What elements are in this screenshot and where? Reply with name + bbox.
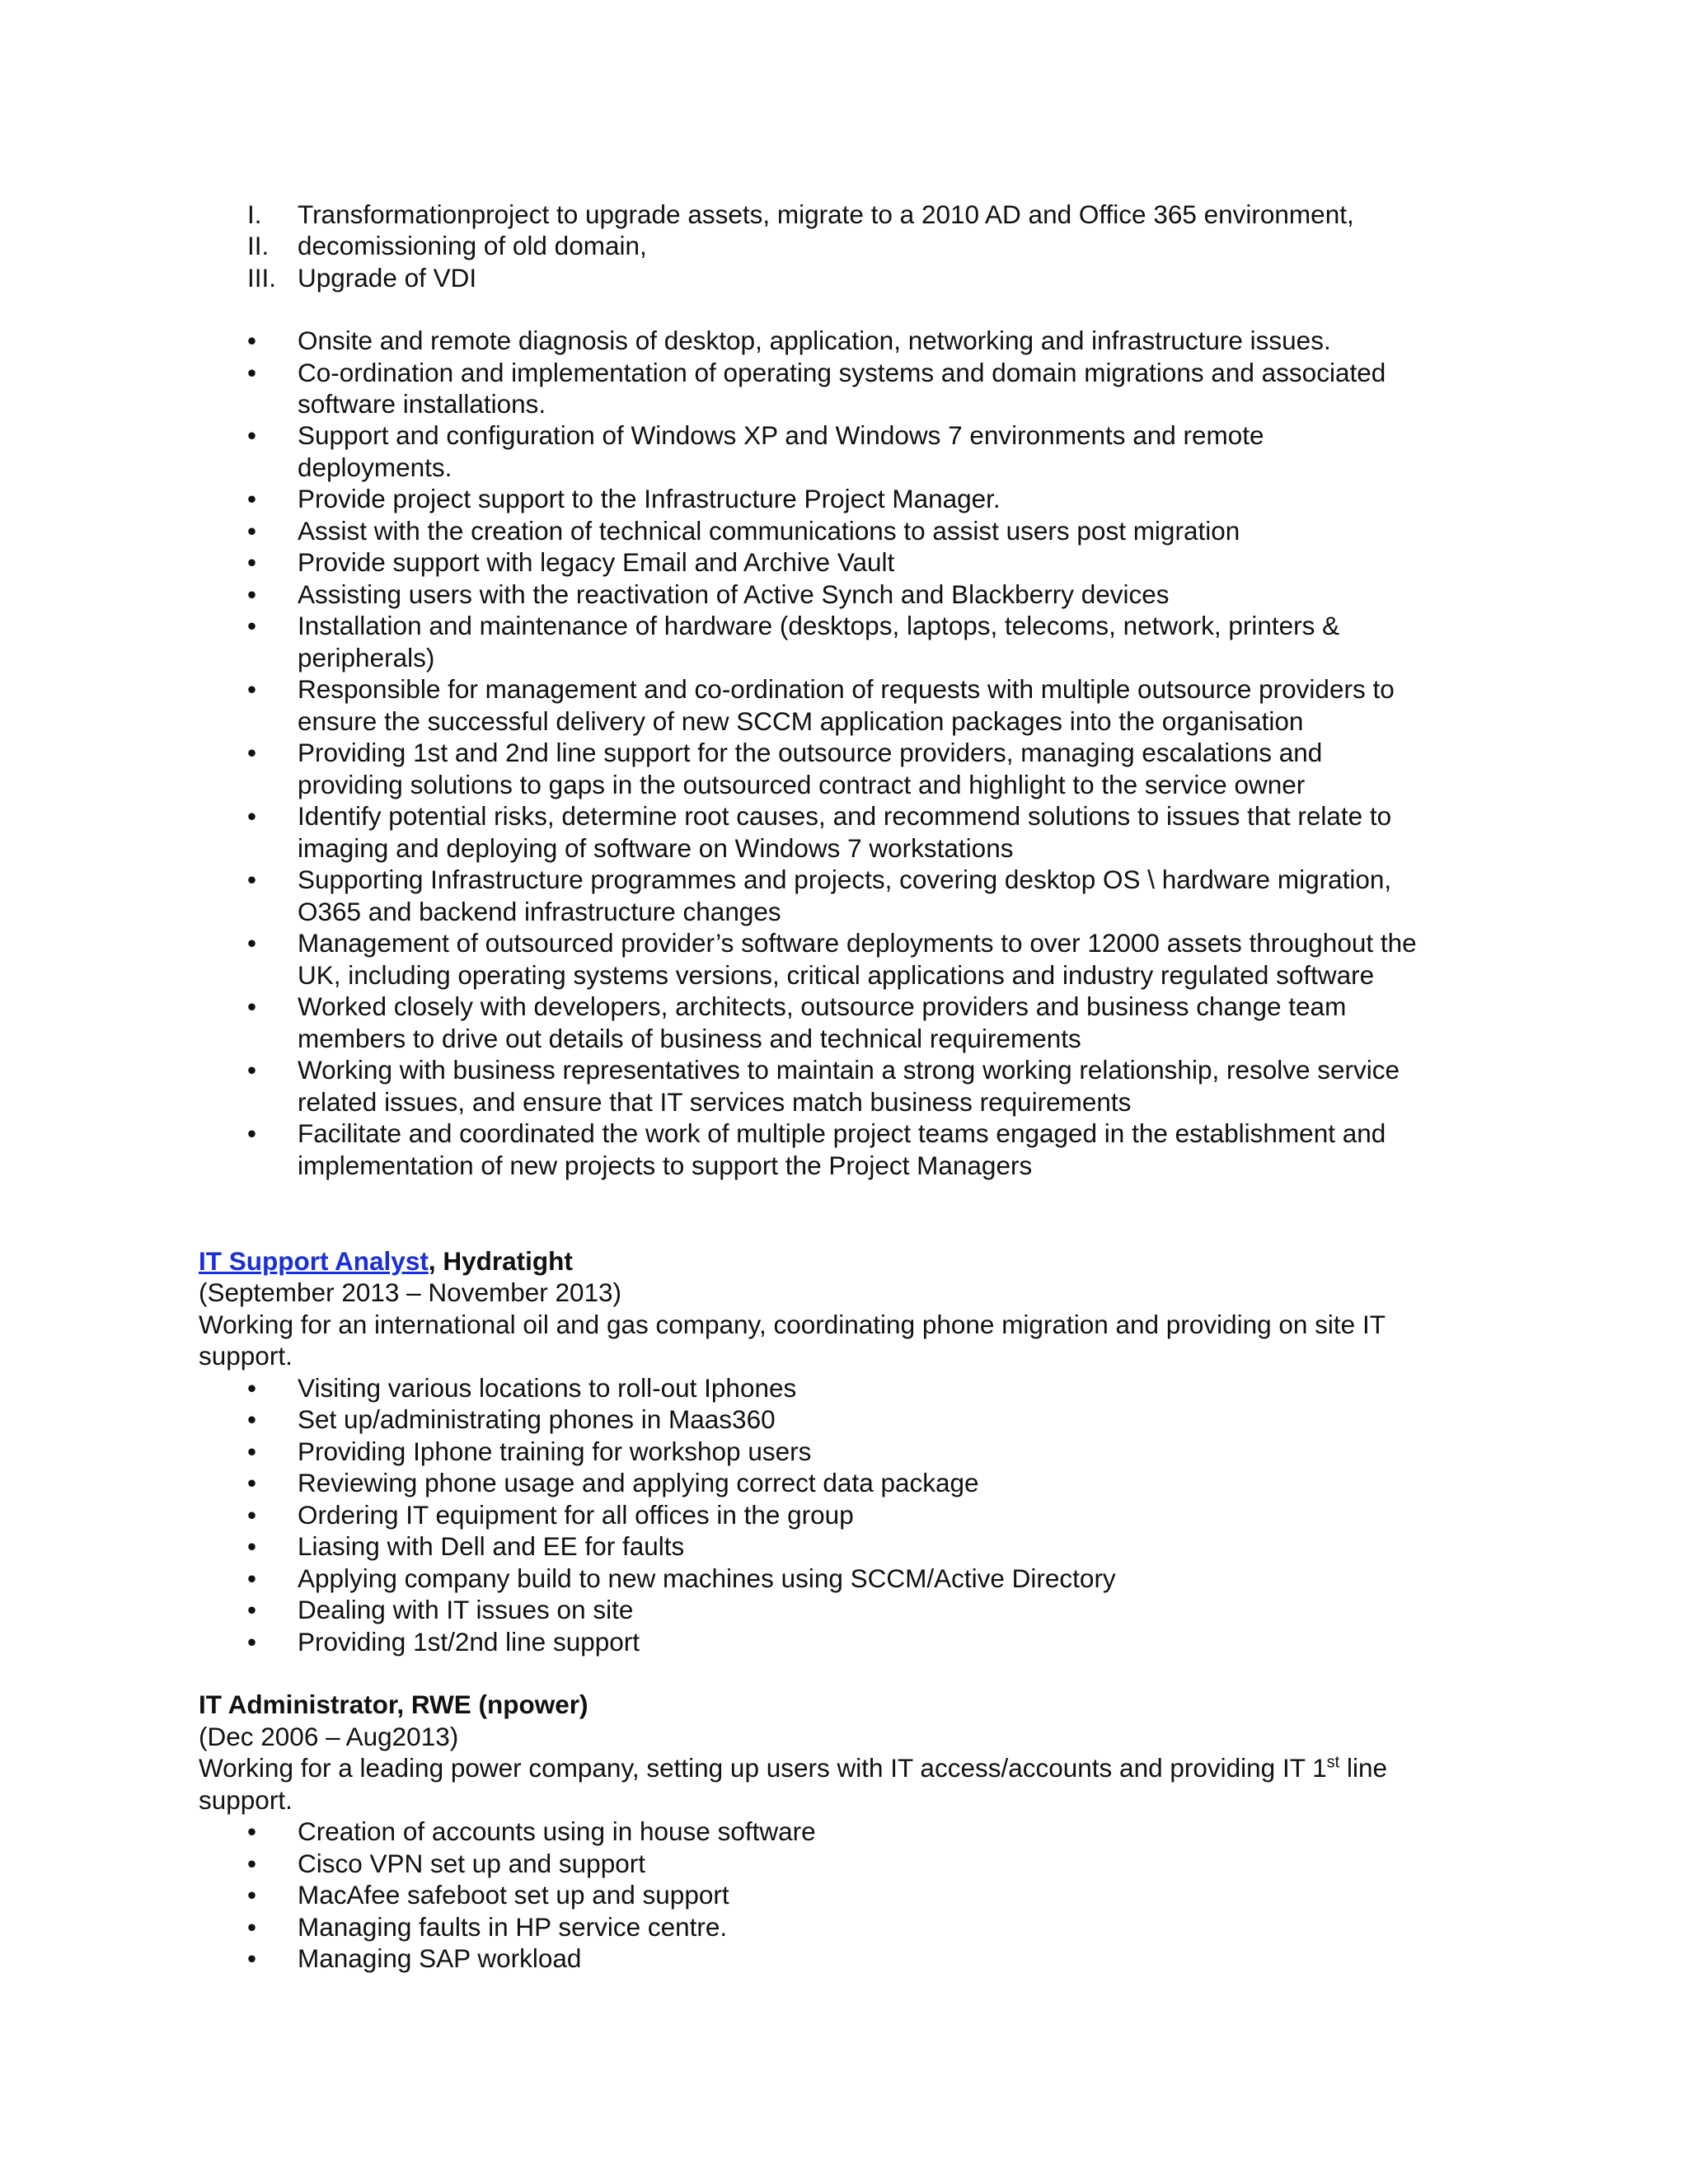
list-item-continuation: ensure the successful delivery of new SCCM application packages into the organisation [298, 706, 1304, 736]
list-item: Providing 1st and 2nd line support for the outsource providers, managing escalations and [298, 738, 1323, 767]
list-item: Worked closely with developers, architects, outsource providers and business change team [298, 991, 1347, 1021]
bullet-marker: • [247, 1055, 257, 1085]
list-item: Assisting users with the reactivation of Active Synch and Blackberry devices [298, 579, 1170, 609]
job-summary [199, 1752, 1387, 1783]
bullet-marker: • [247, 674, 257, 704]
list-item: Managing SAP workload [298, 1943, 582, 1973]
list-item: Provide project support to the Infrastructure Project Manager. [298, 484, 1001, 513]
list-item: Assist with the creation of technical communications to assist users post migration [298, 516, 1240, 546]
bullet-marker: • [247, 1436, 257, 1466]
list-item: Supporting Infrastructure programmes and projects, covering desktop OS \ hardware migration, [298, 865, 1392, 894]
list-item: Dealing with IT issues on site [298, 1595, 634, 1624]
list-item: Liasing with Dell and EE for faults [298, 1531, 685, 1561]
bullet-marker: • [247, 1943, 257, 1973]
bullet-marker: • [247, 1627, 257, 1657]
roman-marker: I. [247, 199, 262, 229]
job-title-link[interactable]: IT Support Analyst [199, 1246, 429, 1276]
list-item-continuation: members to drive out details of business and technical requirements [298, 1024, 1081, 1053]
list-item-continuation: UK, including operating systems versions, critical applications and industry regulated software [298, 960, 1375, 990]
list-item: Providing Iphone training for workshop users [298, 1436, 812, 1466]
list-item: Managing faults in HP service centre. [298, 1912, 728, 1942]
bullet-marker: • [247, 1912, 257, 1942]
list-item-continuation: O365 and backend infrastructure changes [298, 897, 781, 926]
list-item: Visiting various locations to roll-out Iphones [298, 1373, 797, 1403]
job-summary: Working for an international oil and gas company, coordinating phone migration and providing on site IT [199, 1310, 1386, 1339]
bullet-marker: • [247, 516, 257, 546]
bullet-marker: • [247, 1595, 257, 1624]
ordinal-superscript: st [1326, 1753, 1340, 1772]
job-company: , Hydratight [428, 1246, 573, 1276]
job-title [199, 1245, 573, 1277]
bullet-marker: • [247, 1816, 257, 1846]
list-item-continuation: implementation of new projects to support the Project Managers [298, 1151, 1033, 1180]
bullet-marker: • [247, 579, 257, 609]
roman-item: Upgrade of VDI [298, 263, 477, 293]
bullet-marker: • [247, 420, 257, 450]
bullet-marker: • [247, 1404, 257, 1434]
list-item: Providing 1st/2nd line support [298, 1627, 640, 1657]
list-item: Installation and maintenance of hardware (desktops, laptops, telecoms, network, printers & [298, 611, 1340, 640]
bullet-marker: • [247, 611, 257, 640]
list-item: Responsible for management and co-ordination of requests with multiple outsource providers to [298, 674, 1395, 704]
bullet-marker: • [247, 991, 257, 1021]
list-item: Provide support with legacy Email and Archive Vault [298, 547, 895, 577]
list-item: Set up/administrating phones in Maas360 [298, 1404, 776, 1434]
bullet-marker: • [247, 1373, 257, 1403]
bullet-marker: • [247, 1880, 257, 1910]
bullet-marker: • [247, 801, 257, 831]
bullet-marker: • [247, 484, 257, 513]
list-item: MacAfee safeboot set up and support [298, 1880, 729, 1910]
list-item: Creation of accounts using in house software [298, 1816, 816, 1846]
bullet-marker: • [247, 865, 257, 894]
bullet-marker: • [247, 1531, 257, 1561]
list-item: Identify potential risks, determine root causes, and recommend solutions to issues that relate to [298, 801, 1392, 831]
bullet-marker: • [247, 1468, 257, 1497]
list-item: Co-ordination and implementation of operating systems and domain migrations and associated [298, 358, 1386, 387]
job-title: IT Administrator, RWE (npower) [199, 1690, 588, 1719]
job-summary-text: Working for a leading power company, setting up users with IT access/accounts and providing IT 1 [199, 1753, 1327, 1783]
list-item-continuation: related issues, and ensure that IT services match business requirements [298, 1087, 1132, 1117]
job-dates: (September 2013 – November 2013) [199, 1277, 622, 1307]
list-item-continuation: deployments. [298, 452, 452, 482]
bullet-marker: • [247, 1563, 257, 1593]
list-item: Ordering IT equipment for all offices in the group [298, 1500, 854, 1530]
list-item: Support and configuration of Windows XP and Windows 7 environments and remote [298, 420, 1264, 450]
bullet-marker: • [247, 1500, 257, 1530]
list-item-continuation: software installations. [298, 389, 546, 419]
list-item: Management of outsourced provider’s software deployments to over 12000 assets throughout the [298, 928, 1417, 958]
bullet-marker: • [247, 928, 257, 958]
list-item: Working with business representatives to maintain a strong working relationship, resolve service [298, 1055, 1400, 1085]
roman-marker: III. [247, 263, 277, 293]
bullet-marker: • [247, 358, 257, 387]
list-item: Onsite and remote diagnosis of desktop, application, networking and infrastructure issues. [298, 326, 1331, 355]
bullet-marker: • [247, 326, 257, 355]
roman-item: Transformationproject to upgrade assets, migrate to a 2010 AD and Office 365 environment, [298, 199, 1354, 229]
bullet-marker: • [247, 1118, 257, 1148]
list-item: Reviewing phone usage and applying correct data package [298, 1468, 979, 1497]
list-item-continuation: providing solutions to gaps in the outsourced contract and highlight to the service owner [298, 770, 1306, 799]
bullet-marker: • [247, 1849, 257, 1878]
job-summary-continuation: support. [199, 1341, 293, 1371]
job-dates: (Dec 2006 – Aug2013) [199, 1722, 459, 1751]
bullet-marker: • [247, 738, 257, 767]
list-item: Applying company build to new machines using SCCM/Active Directory [298, 1563, 1116, 1593]
roman-marker: II. [247, 231, 270, 260]
job-summary-text-end: line [1339, 1753, 1387, 1783]
bullet-marker: • [247, 547, 257, 577]
list-item: Cisco VPN set up and support [298, 1849, 645, 1878]
list-item-continuation: imaging and deploying of software on Windows 7 workstations [298, 833, 1014, 863]
job-summary-continuation: support. [199, 1785, 293, 1815]
list-item: Facilitate and coordinated the work of multiple project teams engaged in the establishment and [298, 1118, 1386, 1148]
roman-item: decomissioning of old domain, [298, 231, 647, 260]
list-item-continuation: peripherals) [298, 643, 435, 673]
